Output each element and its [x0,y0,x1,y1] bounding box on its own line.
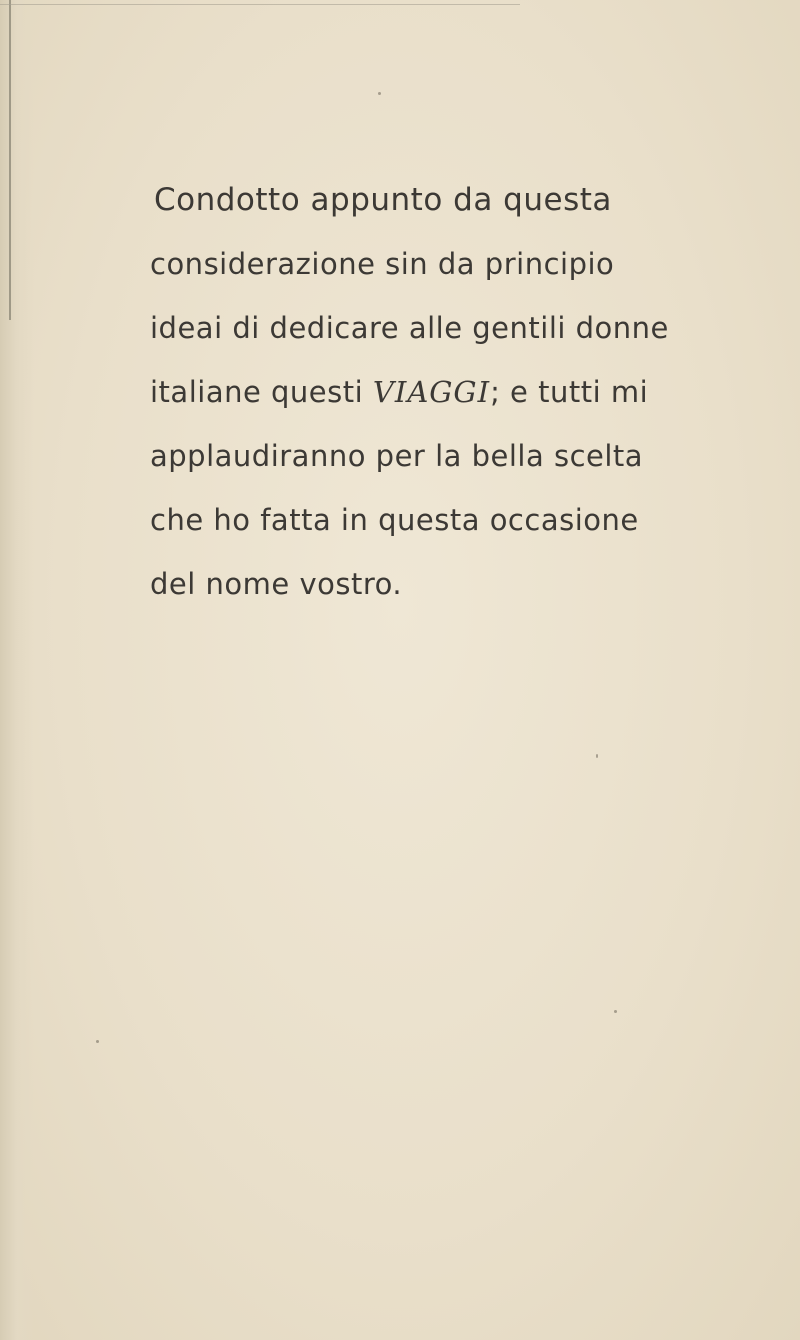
page-edge-line [0,4,520,5]
paper-speck [378,92,381,95]
paper-speck [96,1040,99,1043]
binding-edge [0,0,34,1340]
text-line: ideai di dedicare alle gentili donne [150,311,669,345]
text-line: considerazione sin da principio [150,247,615,281]
binding-line [9,0,11,320]
text-line: applaudiranno per la bella scelta [150,439,644,473]
paper-speck [614,1010,617,1013]
book-title: VIAGGI [372,375,491,409]
text-line: Condotto appunto da questa [154,182,612,218]
text-fragment: italiane questi [150,375,364,409]
text-line: del nome vostro. [150,567,403,601]
dedication-text [150,168,670,616]
text-fragment: ; e tutti mi [490,375,649,409]
text-line [150,360,670,424]
paper-speck [596,754,598,758]
text-line: che ho fatta in questa occasione [150,503,639,537]
